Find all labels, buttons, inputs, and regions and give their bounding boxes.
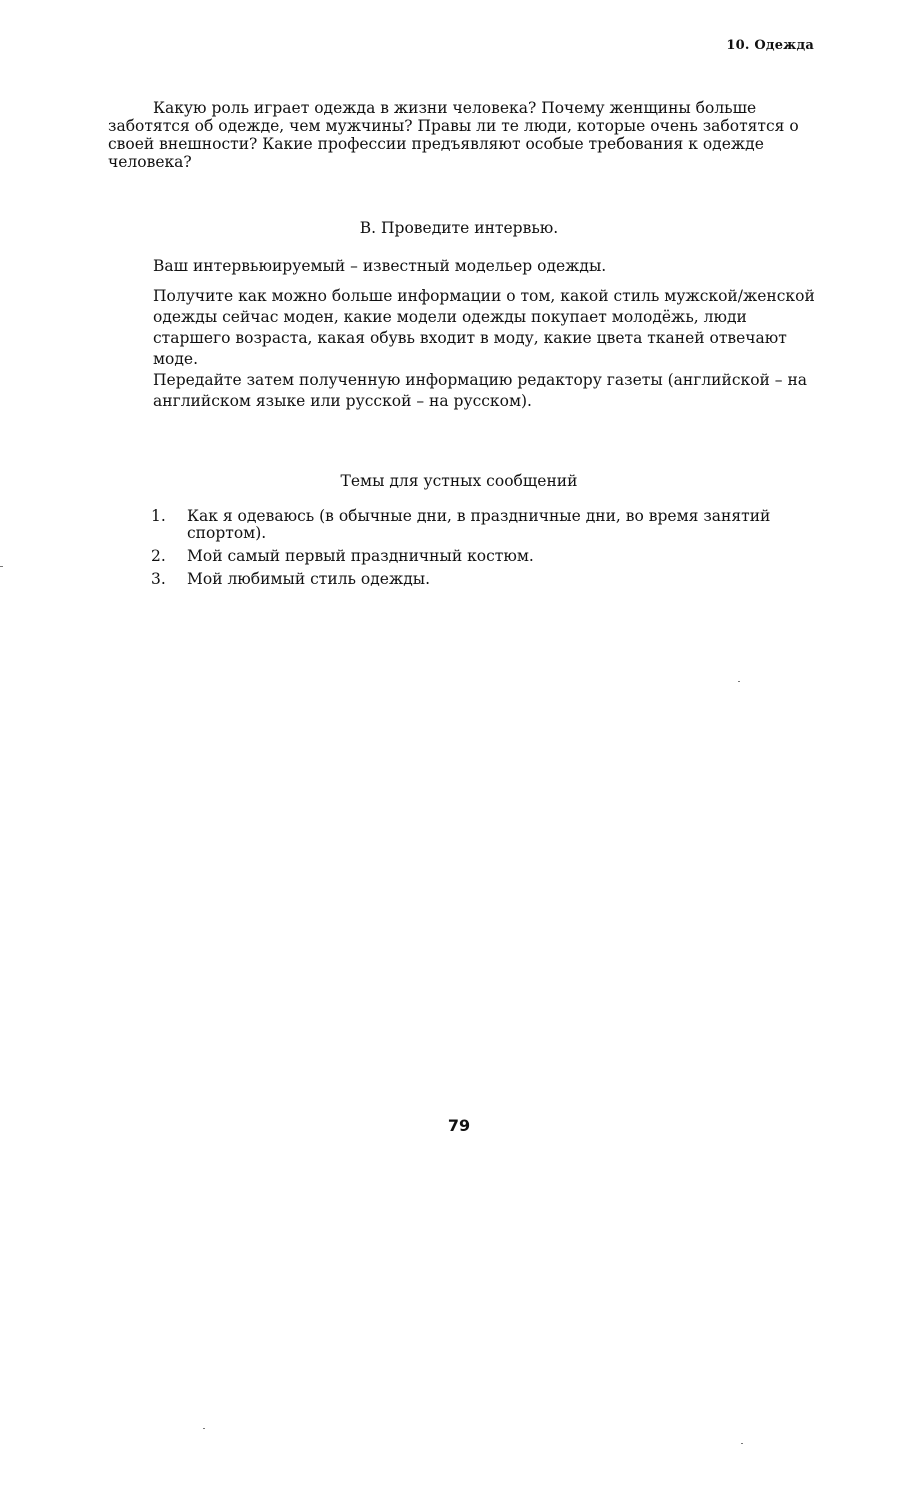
list-item-text: Как я одеваюсь (в обычные дни, в праздничные дни, во время занятий спортом). [187,507,771,542]
list-item-number: 3. [151,570,166,588]
page-number: 79 [447,1116,471,1135]
scan-speck [0,566,3,567]
topics-list [151,508,791,594]
intro-paragraph: Какую роль играет одежда в жизни человека? Почему женщины больше заботятся об одежде, чем мужчины? Правы ли те люди, которые очень заботятся о своей внешности? Какие профессии предъявляют особые требования к одежде человека? [108,99,799,171]
list-item [151,548,791,565]
list-item-text: Мой самый первый праздничный костюм. [187,547,534,565]
task-paragraph: Получите как можно больше информации о том, какой стиль мужской/женской одежды сейчас моден, какие модели одежды покупает молодёжь, люди старшего возраста, какая обувь входит в моду, какие цвета тканей отвечают моде. [153,287,815,368]
scan-speck [203,1428,205,1429]
scan-speck [741,1443,743,1444]
scan-speck [738,681,740,682]
list-item [151,571,791,588]
list-item [151,508,791,542]
interviewee-paragraph: Ваш интервьюируемый – известный модельер одежды. [153,257,607,275]
report-paragraph: Передайте затем полученную информацию редактору газеты (английской – на английском языке или русской – на русском). [153,371,808,410]
list-item-text: Мой любимый стиль одежды. [187,570,431,588]
running-head: 10. Одежда [726,38,814,53]
list-item-number: 2. [151,547,166,565]
section-b-title: В. Проведите интервью. [359,219,559,237]
list-item-number: 1. [151,507,166,525]
topics-title: Темы для устных сообщений [340,472,578,490]
